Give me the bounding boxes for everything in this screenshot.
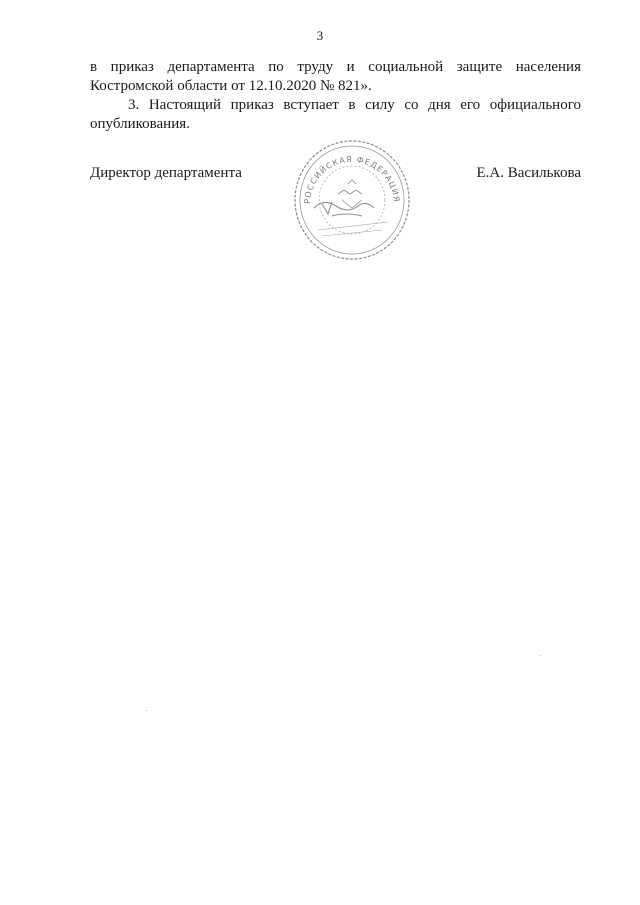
- scan-speck: [540, 655, 541, 656]
- body-paragraph-2: 3. Настоящий приказ вступает в силу со дня его официального опубликования.: [90, 97, 581, 132]
- body-paragraph-1: в приказ департамента по труду и социальной защите населения Костромской области от 12.10.2020 № 821».: [90, 59, 581, 94]
- handwritten-signature: [314, 202, 374, 216]
- signatory-title: Директор департамента: [90, 165, 242, 181]
- signatory-name: Е.А. Василькова: [476, 165, 581, 181]
- page-number: 3: [316, 28, 324, 43]
- scan-speck: [510, 118, 511, 119]
- official-seal-stamp: [292, 138, 412, 262]
- scan-speck: [146, 710, 147, 711]
- seal-arc-text: РОССИЙСКАЯ ФЕДЕРАЦИЯ: [302, 154, 402, 205]
